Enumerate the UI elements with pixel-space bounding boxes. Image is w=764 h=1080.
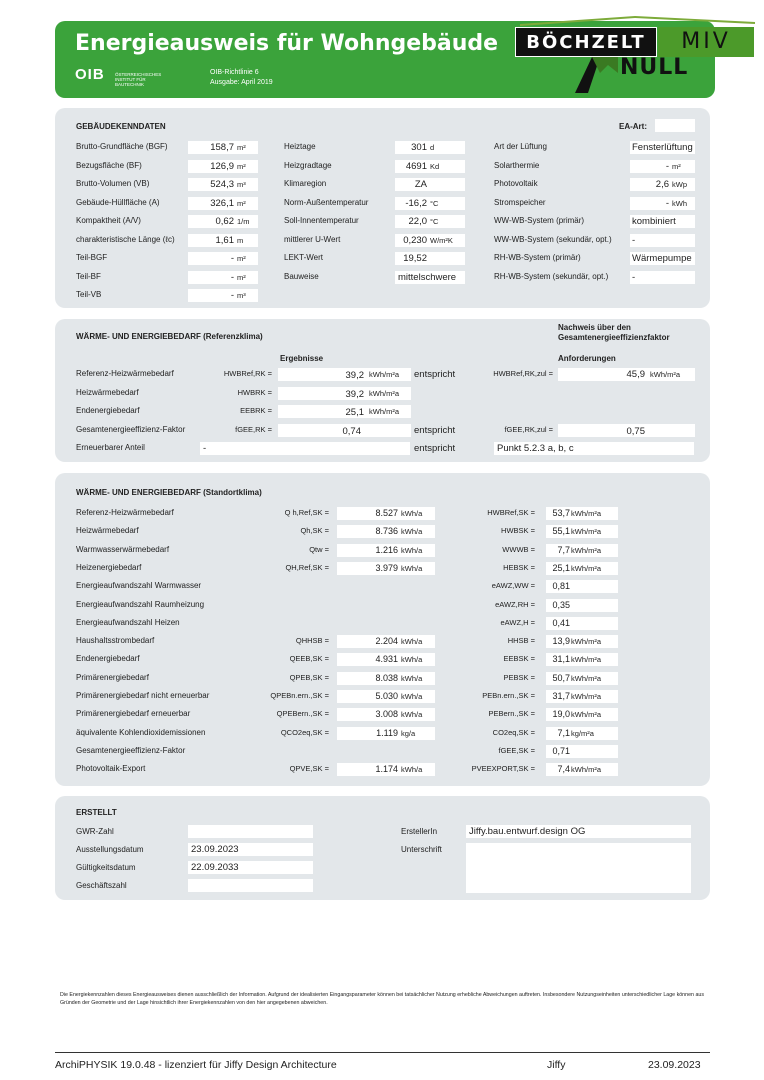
row-value: -: [203, 443, 207, 454]
row-box: [337, 690, 435, 703]
field-box: [630, 197, 695, 210]
row-label: Endenergiebedarf: [76, 654, 140, 664]
row-box: [337, 635, 435, 648]
field-value: 126,9: [210, 160, 234, 172]
field-label: WW-WB-System (sekundär, opt.): [494, 234, 612, 244]
row-label: Haushaltsstrombedarf: [76, 636, 155, 646]
req-symbol: fGEE,RK,zul =: [504, 424, 553, 434]
field-label: Soll-Innentemperatur: [284, 216, 359, 225]
field-value: -: [632, 271, 636, 283]
geschaeft-field: [188, 879, 313, 892]
company-logo: [510, 15, 760, 85]
row-value: 8.038: [375, 672, 398, 683]
row-symbol: Qh,SK =: [300, 526, 329, 536]
row-box2: [546, 599, 618, 612]
field-unit: °C: [430, 198, 439, 208]
row-box2: [546, 727, 618, 740]
oib-logo: OIB: [75, 66, 105, 83]
row-box2: [546, 690, 618, 703]
section-title: WÄRME- UND ENERGIEBEDARF (Standortklima): [76, 488, 262, 497]
row-value: 5.030: [375, 691, 398, 701]
field-box: [188, 271, 258, 284]
field-box: [630, 160, 695, 173]
nachweis-heading: Nachweis über den Gesamtenergieeffizienzfaktor: [558, 323, 670, 342]
row-symbol2: eAWZ,WW =: [491, 581, 535, 591]
section-title: ERSTELLT: [76, 808, 117, 817]
field-label: Gebäude-Hüllfläche (A): [76, 197, 160, 207]
row-label: Heizwärmebedarf: [76, 526, 139, 536]
row-symbol: EEBRK =: [240, 406, 272, 415]
row-value2: 0,35: [552, 599, 570, 610]
row-unit2: kWh/m²a: [571, 527, 601, 537]
field-value: mittelschwere: [398, 271, 457, 283]
field-label: Stromspeicher: [494, 197, 546, 207]
row-box: [278, 387, 411, 400]
field-value: -: [230, 290, 234, 301]
row-box2: [546, 653, 618, 666]
row-symbol2: PVEEXPORT,SK =: [471, 764, 535, 774]
row-symbol2: CO2eq,SK =: [492, 727, 535, 737]
field-unit: kWp: [672, 180, 687, 189]
row-value: 3.008: [375, 709, 398, 720]
req-box: [494, 442, 694, 455]
field-value: 1,61: [215, 234, 234, 246]
section-title: WÄRME- UND ENERGIEBEDARF (Referenzklima): [76, 332, 263, 341]
row-unit2: kWh/m²a: [571, 655, 601, 665]
row-value2: 19,0: [552, 709, 570, 720]
field-box: [630, 178, 695, 191]
row-label: Primärenergiebedarf: [76, 672, 149, 682]
row-box2: [546, 544, 618, 557]
row-symbol: QPEB,SK =: [289, 672, 329, 682]
field-unit: m³: [237, 180, 246, 189]
logo-arrow-icon: [570, 55, 620, 95]
req-box: [558, 368, 695, 381]
row-symbol2: EEBSK =: [503, 654, 535, 664]
field-label: charakteristische Länge (ℓc): [76, 234, 175, 244]
row-unit: kWh/a: [401, 655, 423, 665]
row-label: Energieaufwandszahl Heizen: [76, 617, 180, 627]
field-value: 19,52: [403, 253, 427, 264]
field-value: -: [665, 197, 669, 209]
row-label: Energieaufwandszahl Warmwasser: [76, 581, 202, 591]
field-value: 22,0: [408, 216, 427, 227]
ea-art-label: EA-Art:: [619, 122, 647, 131]
row-symbol: QEEB,SK =: [289, 654, 329, 664]
field-box: [188, 234, 258, 247]
row-symbol: QH,Ref,SK =: [285, 562, 329, 572]
row-value2: 7,4: [557, 764, 570, 775]
row-unit: kWh/m²a: [369, 388, 399, 398]
field-unit: m³: [237, 291, 246, 300]
field-label: WW-WB-System (primär): [494, 216, 585, 225]
row-unit2: kWh/m²a: [571, 563, 601, 573]
row-symbol2: PEBn.ern.,SK =: [482, 691, 535, 700]
row-unit2: kWh/m²a: [571, 545, 601, 555]
row-box: [200, 442, 410, 455]
row-unit: kWh/m²a: [369, 407, 399, 416]
field-label: Heizgradtage: [284, 160, 332, 170]
row-value2: 31,1: [552, 654, 570, 665]
row-value2: 0,41: [552, 617, 570, 628]
row-symbol: QPEBern.,SK =: [276, 709, 329, 719]
field-label: Bauweise: [284, 271, 319, 281]
req-value: 45,9: [626, 369, 645, 380]
field-box: [630, 271, 695, 284]
field-label: Brutto-Volumen (VB): [76, 179, 150, 188]
row-box: [337, 507, 435, 520]
row-unit2: kWh/m²a: [571, 765, 601, 775]
row-label: Primärenergiebedarf nicht erneuerbar: [76, 691, 210, 700]
field-value: -16,2: [405, 197, 427, 209]
row-symbol2: HHSB =: [507, 636, 535, 646]
field-label: Teil-BF: [76, 271, 101, 281]
row-unit: kWh/a: [401, 545, 423, 555]
unterschrift-field: [466, 843, 691, 893]
field-label: Teil-BGF: [76, 253, 108, 262]
row-value: 8.736: [375, 526, 398, 537]
row-symbol: QHHSB =: [295, 636, 329, 646]
row-box2: [546, 525, 618, 538]
field-unit: kWh: [672, 198, 687, 208]
row-symbol: QCO2eq,SK =: [280, 727, 329, 737]
field-unit: m²: [237, 272, 246, 282]
field-value: 524,3: [210, 179, 234, 190]
row-label: äquivalente Kohlendioxidemissionen: [76, 727, 206, 737]
row-box2: [546, 617, 618, 630]
standort-panel: [55, 473, 710, 786]
ergebnisse-heading: Ergebnisse: [280, 354, 324, 363]
row-box2: [546, 763, 618, 776]
field-value: Wärmepumpe: [632, 253, 692, 264]
row-box: [278, 368, 411, 381]
field-label: Bezugsfläche (BF): [76, 160, 142, 170]
row-label: Referenz-Heizwärmebedarf: [76, 369, 174, 378]
field-value: 0,230: [403, 234, 427, 246]
ersteller-label: ErstellerIn: [401, 827, 438, 836]
row-value2: 25,1: [552, 562, 570, 573]
richtlinie-info: [210, 68, 273, 88]
gwr-field: [188, 825, 313, 838]
row-status: entspricht: [414, 424, 456, 436]
field-box: [395, 160, 465, 173]
field-label: Kompaktheit (A/V): [76, 216, 141, 225]
row-box: [337, 653, 435, 666]
row-box: [337, 672, 435, 685]
row-value2: 7,1: [557, 727, 570, 738]
erstellt-panel: [55, 796, 710, 900]
req-box: [558, 424, 695, 437]
row-value2: 55,1: [552, 526, 570, 537]
gueltig-label: Gültigkeitsdatum: [76, 863, 136, 872]
row-value: 1.216: [375, 544, 398, 555]
row-unit: kg/a: [401, 728, 416, 738]
field-label: Heiztage: [284, 142, 316, 151]
logo-boechzelt: BÖCHZELT: [515, 27, 657, 57]
footer-software: ArchiPHYSIK 19.0.48 - lizenziert für Jiffy Design Architecture: [55, 1059, 337, 1071]
footer-user: Jiffy: [547, 1059, 566, 1071]
row-box: [337, 525, 435, 538]
req-symbol: HWBRef,RK,zul =: [493, 369, 553, 378]
row-unit2: kWh/m²a: [571, 637, 601, 647]
ea-art-field: [655, 119, 695, 132]
field-label: Solarthermie: [494, 160, 540, 170]
row-symbol2: PEBSK =: [503, 672, 535, 682]
unterschrift-label: Unterschrift: [401, 845, 442, 854]
field-box: [395, 252, 465, 265]
row-symbol2: fGEE,SK =: [498, 745, 535, 755]
field-box: [188, 160, 258, 173]
field-unit: m²: [237, 254, 246, 263]
row-unit: kWh/a: [401, 710, 423, 720]
row-value: 39,2: [345, 388, 364, 400]
row-unit: kWh/a: [401, 509, 423, 518]
field-label: Klimaregion: [284, 179, 327, 188]
req-value: Punkt 5.2.3 a, b, c: [497, 443, 574, 454]
row-unit2: kWh/m²a: [571, 509, 601, 518]
row-label: Gesamtenergieeffizienz-Faktor: [76, 424, 186, 434]
row-value2: 50,7: [552, 672, 570, 683]
field-label: RH-WB-System (sekundär, opt.): [494, 271, 609, 281]
oib-subtitle: ÖSTERREICHISCHES INSTITUT FÜR BAUTECHNIK: [115, 72, 162, 87]
row-label: Erneuerbarer Anteil: [76, 443, 145, 452]
row-symbol: HWBRK =: [237, 387, 272, 397]
gwr-label: GWR-Zahl: [76, 827, 114, 836]
field-value: -: [230, 271, 234, 283]
gueltig-field: 22.09.2033: [188, 861, 313, 874]
row-box: [337, 544, 435, 557]
row-unit: kWh/a: [401, 765, 423, 775]
field-unit: Kd: [430, 161, 440, 171]
field-box: [395, 215, 465, 228]
row-box2: [546, 635, 618, 648]
row-value: 2.204: [375, 636, 398, 647]
field-box: [395, 141, 465, 154]
row-box2: [546, 745, 618, 758]
row-box2: [546, 708, 618, 721]
row-unit: kWh/a: [401, 637, 423, 647]
row-symbol: HWBRef,RK =: [223, 369, 272, 378]
row-value2: 31,7: [552, 691, 570, 701]
row-label: Photovoltaik-Export: [76, 764, 146, 774]
richtlinie: OIB-Richtlinie 6: [210, 69, 259, 76]
field-label: RH-WB-System (primär): [494, 253, 581, 262]
field-value: kombiniert: [632, 216, 676, 227]
req-value: 0,75: [626, 425, 645, 437]
row-unit2: kWh/m²a: [571, 673, 601, 683]
field-unit: m: [237, 235, 244, 245]
field-value: ZA: [414, 179, 427, 190]
row-label: Warmwasserwärmebedarf: [76, 544, 170, 554]
row-symbol2: HWBRef,SK =: [487, 508, 535, 517]
field-unit: d: [430, 143, 435, 152]
geschaeft-label: Geschäftszahl: [76, 881, 127, 890]
row-label: Energieaufwandszahl Raumheizung: [76, 599, 205, 609]
field-unit: W/m²K: [430, 235, 453, 245]
logo-null: NULL: [620, 55, 689, 80]
row-unit2: kWh/m²a: [571, 710, 601, 720]
anforderungen-heading: Anforderungen: [558, 354, 616, 363]
referenz-panel: [55, 319, 710, 462]
field-box: [188, 215, 258, 228]
field-label: mittlerer U-Wert: [284, 234, 341, 244]
field-value: 158,7: [210, 142, 234, 153]
field-box: [188, 289, 258, 302]
field-value: -: [665, 160, 669, 172]
row-symbol2: PEBern.,SK =: [488, 709, 535, 719]
footnote: Die Energiekennzahlen dieses Energieausweises dienen ausschließlich der Information. Aufgrund der idealisierten Eingangsparameter können bei tatsächlicher Nutzung erhebliche Abweichungen auftreten. Insbesondere Nutzungseinheiten unterschiedlicher Lage können aus Gründen der Geometrie und der Lage hinsichtlich ihrer Energiekennzahlen von den hier angegebenen abweichen.: [60, 992, 704, 1006]
row-label: Heizwärmebedarf: [76, 387, 139, 397]
field-label: Teil-VB: [76, 290, 102, 299]
document-title: Energieausweis für Wohngebäude: [75, 31, 499, 56]
row-symbol2: HWBSK =: [501, 526, 535, 536]
row-symbol: QPVE,SK =: [289, 764, 329, 774]
row-label: Heizenergiebedarf: [76, 562, 142, 572]
row-label: Primärenergiebedarf erneuerbar: [76, 709, 191, 719]
field-unit: m²: [672, 161, 681, 171]
footer-date: 23.09.2023: [648, 1059, 701, 1071]
field-box: [630, 252, 695, 265]
row-unit: kWh/a: [401, 563, 423, 573]
row-value2: 13,9: [552, 636, 570, 647]
row-symbol: Qtw =: [309, 544, 329, 554]
row-symbol2: WWWB =: [502, 544, 535, 554]
row-value2: 0,71: [552, 745, 570, 756]
row-unit2: kWh/m²a: [571, 692, 601, 701]
row-symbol: Q h,Ref,SK =: [284, 508, 329, 517]
field-unit: m²: [237, 198, 246, 208]
row-value: 0,74: [342, 425, 361, 437]
row-box2: [546, 562, 618, 575]
field-box: [188, 252, 258, 265]
ausgabe: Ausgabe: April 2019: [210, 79, 273, 86]
field-label: Brutto-Grundfläche (BGF): [76, 142, 168, 151]
row-value: 25,1: [345, 407, 364, 418]
field-box: [188, 178, 258, 191]
row-box2: [546, 507, 618, 520]
field-value: 301: [411, 142, 427, 153]
row-unit: kWh/a: [401, 673, 423, 683]
field-box: [188, 197, 258, 210]
field-value: Fensterlüftung: [632, 142, 693, 153]
row-box: [337, 763, 435, 776]
row-box: [278, 405, 411, 418]
field-unit: m²: [237, 143, 246, 152]
field-label: LEKT-Wert: [284, 253, 323, 262]
row-value: 8.527: [375, 508, 398, 518]
field-label: Art der Lüftung: [494, 142, 547, 151]
row-symbol2: eAWZ,RH =: [495, 599, 535, 609]
row-status: entspricht: [414, 443, 456, 454]
row-value2: 0,81: [552, 581, 570, 592]
field-box: [630, 141, 695, 154]
row-unit: kWh/a: [401, 527, 423, 537]
row-label: Gesamtenergieeffizienz-Faktor: [76, 745, 186, 755]
row-value: 1.174: [375, 764, 398, 775]
row-box: [337, 727, 435, 740]
field-box: [395, 271, 465, 284]
field-unit: °C: [430, 217, 439, 226]
gebaeude-panel: [55, 108, 710, 308]
logo-miv: MIV: [658, 27, 754, 57]
field-value: 2,6: [655, 179, 669, 190]
row-value2: 7,7: [557, 544, 570, 555]
row-unit2: kg/m²a: [571, 728, 594, 738]
field-value: 4691: [405, 160, 427, 172]
field-label: Norm-Außentemperatur: [284, 197, 369, 207]
row-unit: kWh/a: [401, 692, 423, 701]
row-box2: [546, 580, 618, 593]
row-box: [278, 424, 411, 437]
row-status: entspricht: [414, 369, 456, 380]
row-value: 4.931: [375, 654, 398, 665]
row-symbol: QPEBn.ern.,SK =: [270, 691, 329, 700]
field-box: [188, 141, 258, 154]
req-unit: kWh/m²a: [650, 370, 680, 379]
row-symbol2: HEBSK =: [503, 562, 535, 572]
row-value: 3.979: [375, 562, 398, 573]
field-box: [395, 197, 465, 210]
field-box: [395, 178, 465, 191]
section-title: GEBÄUDEKENNDATEN: [76, 122, 166, 131]
row-symbol2: eAWZ,H =: [500, 617, 535, 627]
row-unit: kWh/m²a: [369, 370, 399, 379]
row-box2: [546, 672, 618, 685]
row-value2: 53,7: [552, 508, 570, 518]
row-box: [337, 708, 435, 721]
field-box: [630, 215, 695, 228]
field-unit: m²: [237, 161, 246, 171]
row-label: Endenergiebedarf: [76, 406, 140, 415]
row-value: 39,2: [345, 370, 364, 381]
row-symbol: fGEE,RK =: [235, 424, 272, 434]
field-value: 0,62: [215, 216, 234, 227]
row-label: Referenz-Heizwärmebedarf: [76, 508, 174, 517]
ersteller-field: Jiffy.bau.entwurf.design OG: [466, 825, 691, 838]
field-box: [630, 234, 695, 247]
row-box: [337, 562, 435, 575]
field-box: [395, 234, 465, 247]
field-value: -: [230, 253, 234, 264]
ausstellung-label: Ausstellungsdatum: [76, 845, 144, 854]
field-value: 326,1: [210, 197, 234, 209]
footer-divider: [55, 1052, 710, 1053]
ausstellung-field: 23.09.2023: [188, 843, 313, 856]
field-value: -: [632, 234, 636, 246]
row-value: 1.119: [376, 727, 398, 738]
field-unit: 1/m: [237, 217, 250, 226]
field-label: Photovoltaik: [494, 179, 538, 188]
